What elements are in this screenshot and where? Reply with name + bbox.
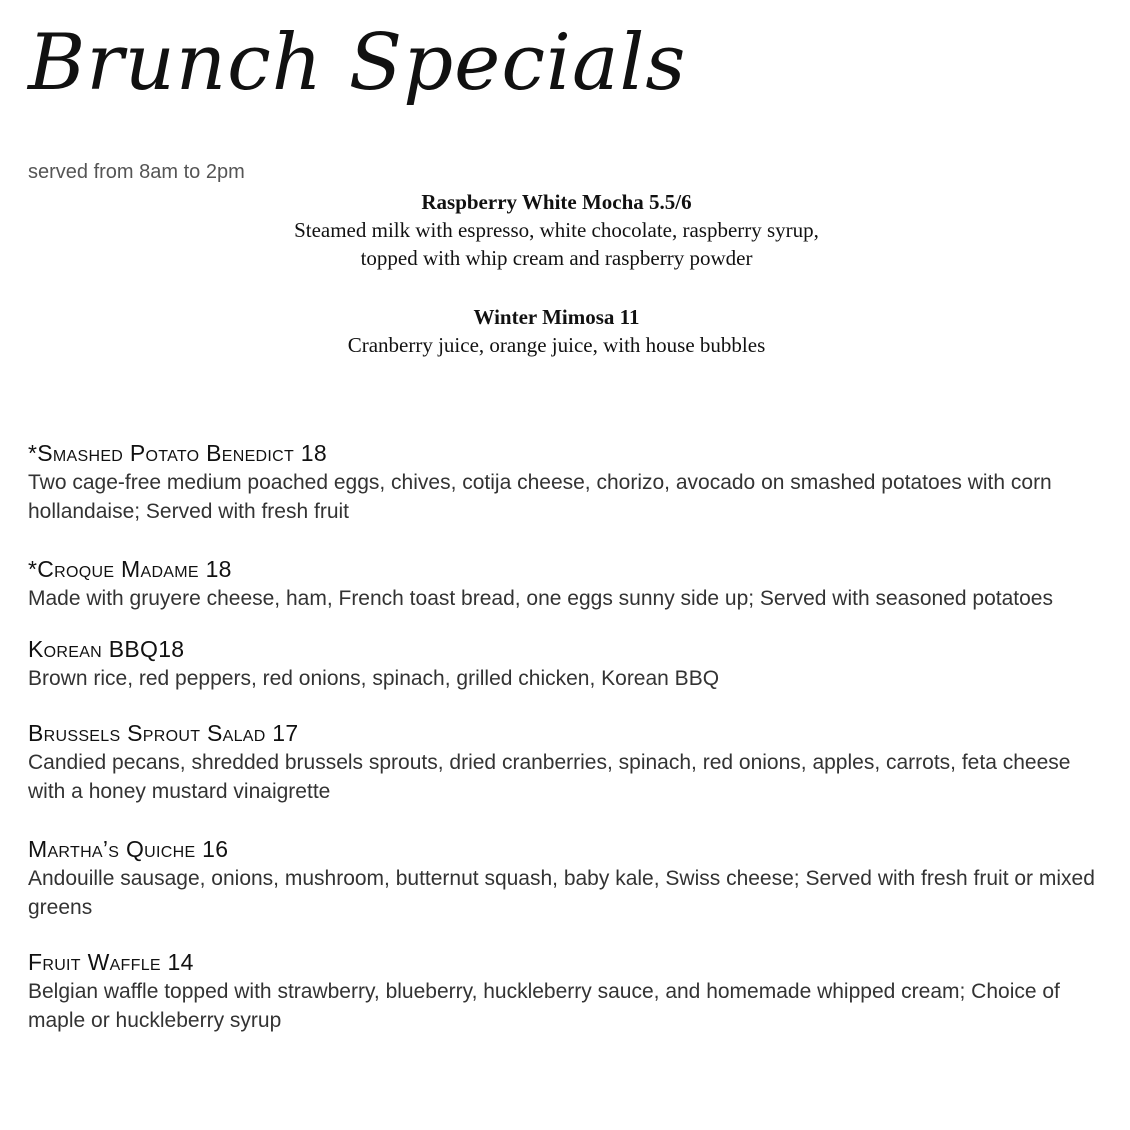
menu-title: Brunch Specials (28, 18, 687, 108)
menu-item-name: Brussels Sprout Salad 17 (28, 720, 299, 746)
menu-item (28, 634, 1108, 693)
drink-description-line: Steamed milk with espresso, white chocolate, raspberry syrup, (294, 218, 819, 242)
menu-item-description: Made with gruyere cheese, ham, French toast bread, one eggs sunny side up; Served with seasoned potatoes (28, 587, 1053, 610)
drink-description-line: Cranberry juice, orange juice, with house bubbles (347, 333, 766, 357)
menu-item-description: Two cage-free medium poached eggs, chives, cotija cheese, chorizo, avocado on smashed potatoes with corn hollandaise; Served with fresh fruit (28, 471, 1052, 523)
menu-item-name: *Croque Madame 18 (28, 556, 232, 582)
menu-item-name: Martha’s Quiche 16 (28, 836, 229, 862)
menu-item (28, 718, 1108, 806)
menu-item (28, 947, 1108, 1035)
drink-special (0, 188, 1113, 272)
drink-special (0, 303, 1113, 359)
menu-item (28, 438, 1108, 526)
menu-item-description: Brown rice, red peppers, red onions, spinach, grilled chicken, Korean BBQ (28, 667, 720, 690)
menu-item-name: Korean BBQ18 (28, 636, 185, 662)
drink-description-line: topped with whip cream and raspberry powder (360, 246, 753, 270)
menu-item-description: Belgian waffle topped with strawberry, blueberry, huckleberry sauce, and homemade whipped cream; Choice of maple or huckleberry syrup (28, 980, 1060, 1032)
drink-name: Winter Mimosa 11 (473, 305, 640, 329)
menu-item-name: *Smashed Potato Benedict 18 (28, 440, 327, 466)
menu-item-description: Candied pecans, shredded brussels sprouts, dried cranberries, spinach, red onions, apples, carrots, feta cheese with a honey mustard vinaigrette (28, 751, 1071, 803)
drink-name: Raspberry White Mocha 5.5/6 (421, 190, 692, 214)
menu-item-description: Andouille sausage, onions, mushroom, butternut squash, baby kale, Swiss cheese; Served with fresh fruit or mixed greens (28, 867, 1095, 919)
serving-hours: served from 8am to 2pm (28, 161, 245, 183)
menu-item (28, 554, 1108, 613)
menu-item (28, 834, 1108, 922)
menu-item-name: Fruit Waffle 14 (28, 949, 194, 975)
